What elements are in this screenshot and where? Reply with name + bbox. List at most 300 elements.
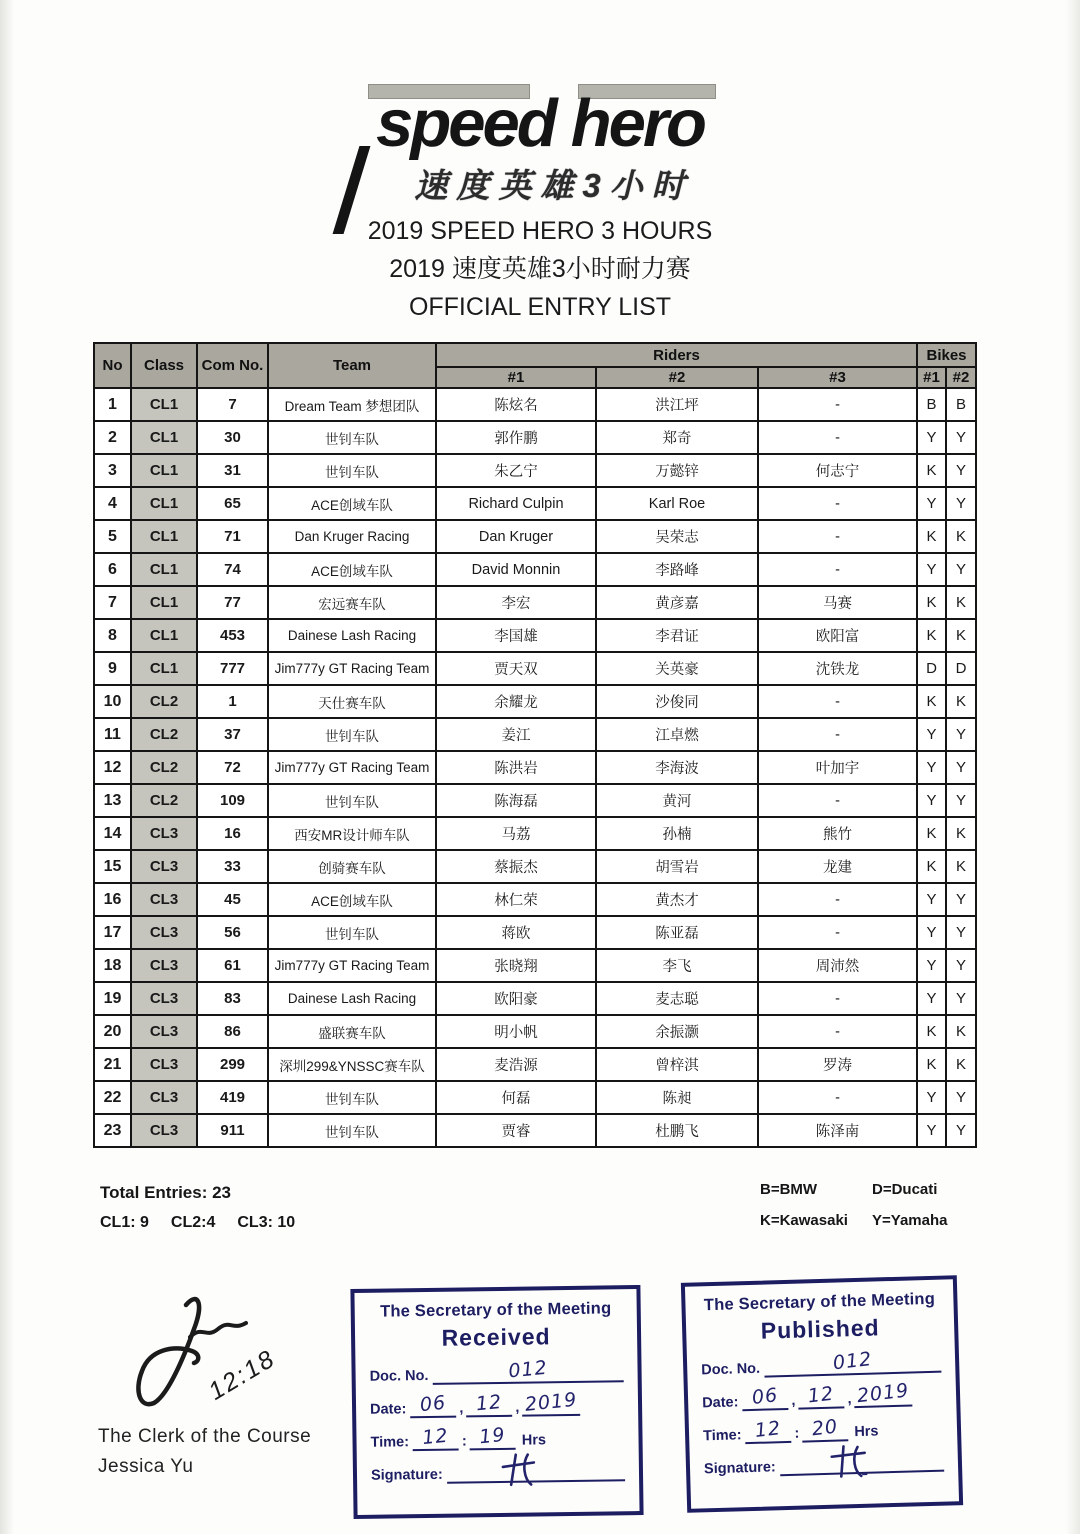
cell-rider2: 孙楠 (596, 817, 758, 850)
cell-no: 2 (94, 421, 131, 454)
cell-rider3: - (758, 553, 917, 586)
cell-bike2: Y (946, 949, 976, 982)
cell-rider2: 麦志聪 (596, 982, 758, 1015)
cell-team: 深圳299&YNSSC赛车队 (268, 1048, 436, 1081)
cell-no: 10 (94, 685, 131, 718)
cell-rider3: - (758, 421, 917, 454)
cell-team: ACE创域车队 (268, 553, 436, 586)
cell-com-no: 74 (197, 553, 268, 586)
event-title-cn: 2019 速度英雄3小时耐力赛 (389, 255, 691, 283)
cell-rider3: - (758, 1081, 917, 1114)
cell-rider3: - (758, 916, 917, 949)
cell-rider2: 李君证 (596, 619, 758, 652)
doc-no-value: 012 (831, 1347, 874, 1375)
table-row (94, 784, 976, 817)
cell-rider2: 黄杰才 (596, 883, 758, 916)
cell-bike1: Y (917, 784, 946, 817)
cell-rider2: 余振灏 (596, 1015, 758, 1048)
table-row (94, 883, 976, 916)
hrs-label: Hrs (521, 1431, 547, 1449)
signature-label: Signature: (703, 1458, 776, 1477)
cell-no: 4 (94, 487, 131, 520)
table-row (94, 817, 976, 850)
cell-class: CL3 (131, 883, 197, 916)
table-row (94, 454, 976, 487)
date-label: Date: (369, 1400, 407, 1418)
doc-no-label: Doc. No. (369, 1367, 429, 1385)
cell-rider1: 蔡振杰 (436, 850, 596, 883)
cell-no: 20 (94, 1015, 131, 1048)
cell-class: CL1 (131, 553, 197, 586)
cell-rider2: 李路峰 (596, 553, 758, 586)
cell-class: CL1 (131, 652, 197, 685)
brand-speed: speed (376, 86, 555, 161)
brand-wordmark (340, 86, 740, 161)
cell-bike1: K (917, 586, 946, 619)
cell-rider3: 马赛 (758, 586, 917, 619)
cell-bike1: Y (917, 1081, 946, 1114)
cell-no: 3 (94, 454, 131, 487)
cell-bike2: Y (946, 751, 976, 784)
cell-bike2: K (946, 1015, 976, 1048)
logo-subtitle-cn: 速度英雄3小时 (414, 167, 694, 204)
cell-no: 16 (94, 883, 131, 916)
doc-no-value: 012 (507, 1356, 549, 1383)
cell-class: CL3 (131, 982, 197, 1015)
entry-list-title: OFFICIAL ENTRY LIST (408, 293, 672, 321)
cell-bike1: Y (917, 421, 946, 454)
col-header-no: No (94, 343, 131, 388)
cell-team: 创骑赛车队 (268, 850, 436, 883)
table-row (94, 916, 976, 949)
cell-class: CL1 (131, 487, 197, 520)
cell-bike1: Y (917, 883, 946, 916)
entry-table (93, 342, 977, 1148)
cell-team: Jim777y GT Racing Team (268, 751, 436, 784)
cell-no: 11 (94, 718, 131, 751)
cell-rider2: Karl Roe (596, 487, 758, 520)
cell-com-no: 109 (197, 784, 268, 817)
hrs-label: Hrs (854, 1423, 879, 1440)
clerk-handwritten-time: 12:18 (203, 1344, 281, 1406)
cell-rider1: David Monnin (436, 553, 596, 586)
time-min-value: 19 (478, 1423, 507, 1449)
cell-class: CL3 (131, 1015, 197, 1048)
cell-com-no: 30 (197, 421, 268, 454)
cell-rider1: 贾天双 (436, 652, 596, 685)
stamp-signature-scribble (828, 1444, 873, 1479)
cell-rider3: 沈铁龙 (758, 652, 917, 685)
clerk-role: The Clerk of the Course (98, 1426, 312, 1447)
table-row (94, 652, 976, 685)
col-header-com-no: Com No. (197, 343, 268, 388)
cell-bike1: Y (917, 487, 946, 520)
cell-team: Jim777y GT Racing Team (268, 652, 436, 685)
cell-rider2: 万懿锌 (596, 454, 758, 487)
cell-rider3: 周沛然 (758, 949, 917, 982)
cell-rider3: 陈泽南 (758, 1114, 917, 1147)
entry-table-body (94, 388, 976, 1147)
cell-rider1: 贾睿 (436, 1114, 596, 1147)
time-min-value: 20 (810, 1415, 840, 1441)
cell-bike2: Y (946, 784, 976, 817)
signature-label: Signature: (370, 1466, 443, 1484)
cl3-count: CL3: 10 (237, 1214, 296, 1231)
cell-bike1: Y (917, 553, 946, 586)
table-row (94, 1114, 976, 1147)
col-header-bikes: Bikes (917, 343, 976, 367)
col-header-rider3: #3 (758, 367, 917, 388)
event-title-en: 2019 SPEED HERO 3 HOURS (367, 217, 713, 245)
cell-class: CL1 (131, 619, 197, 652)
cell-team: Dan Kruger Racing (268, 520, 436, 553)
cell-bike2: K (946, 520, 976, 553)
cell-no: 5 (94, 520, 131, 553)
cell-team: ACE创域车队 (268, 487, 436, 520)
cell-no: 14 (94, 817, 131, 850)
col-header-rider1: #1 (436, 367, 596, 388)
cell-rider1: 明小帆 (436, 1015, 596, 1048)
col-header-team: Team (268, 343, 436, 388)
cell-team: 世钊车队 (268, 1081, 436, 1114)
cell-no: 6 (94, 553, 131, 586)
cell-bike2: K (946, 1048, 976, 1081)
cell-rider1: 马荔 (436, 817, 596, 850)
stamp-heading: The Secretary of the Meeting (703, 1289, 936, 1315)
cell-team: 西安MR设计师车队 (268, 817, 436, 850)
cell-class: CL3 (131, 817, 197, 850)
cell-rider2: 杜鹏飞 (596, 1114, 758, 1147)
cell-rider1: 李宏 (436, 586, 596, 619)
cell-bike1: K (917, 850, 946, 883)
cell-class: CL3 (131, 1048, 197, 1081)
cell-bike2: Y (946, 454, 976, 487)
cell-team: 世钊车队 (268, 454, 436, 487)
doc-no-label: Doc. No. (701, 1360, 761, 1378)
cell-no: 23 (94, 1114, 131, 1147)
cell-rider3: 龙建 (758, 850, 917, 883)
cl1-count: CL1: 9 (100, 1214, 149, 1231)
date-year-value: 2019 (524, 1388, 579, 1416)
cell-rider3: 何志宁 (758, 454, 917, 487)
cell-com-no: 419 (197, 1081, 268, 1114)
cell-com-no: 33 (197, 850, 268, 883)
clerk-block (98, 1295, 348, 1478)
cell-class: CL2 (131, 685, 197, 718)
cell-rider1: 陈海磊 (436, 784, 596, 817)
cell-rider2: 陈亚磊 (596, 916, 758, 949)
cell-com-no: 83 (197, 982, 268, 1015)
logo (0, 68, 1080, 205)
table-row (94, 982, 976, 1015)
cell-team: 宏远赛车队 (268, 586, 436, 619)
cell-rider3: 叶加宇 (758, 751, 917, 784)
date-separator: , (459, 1400, 464, 1417)
cell-team: 世钊车队 (268, 784, 436, 817)
time-separator: : (461, 1433, 467, 1450)
cell-com-no: 1 (197, 685, 268, 718)
cell-com-no: 61 (197, 949, 268, 982)
cell-rider1: 张晓翔 (436, 949, 596, 982)
stamp-signature-scribble (500, 1452, 544, 1487)
table-row (94, 949, 976, 982)
cell-bike1: K (917, 685, 946, 718)
cell-bike2: K (946, 619, 976, 652)
cell-no: 22 (94, 1081, 131, 1114)
col-header-rider2: #2 (596, 367, 758, 388)
cell-bike1: K (917, 817, 946, 850)
cell-rider3: - (758, 487, 917, 520)
date-day-value: 06 (419, 1391, 448, 1417)
legend-kawasaki: K=Kawasaki (760, 1212, 848, 1229)
cell-rider2: 吴荣志 (596, 520, 758, 553)
time-separator: : (794, 1425, 800, 1442)
clerk-name: Jessica Yu (98, 1456, 194, 1477)
cell-team: 天仕赛车队 (268, 685, 436, 718)
cell-class: CL1 (131, 520, 197, 553)
cell-com-no: 16 (197, 817, 268, 850)
table-row (94, 619, 976, 652)
cell-bike2: K (946, 685, 976, 718)
cell-bike1: K (917, 1015, 946, 1048)
cell-no: 1 (94, 388, 131, 421)
cell-rider1: Richard Culpin (436, 487, 596, 520)
legend-ducati: D=Ducati (872, 1181, 938, 1198)
cell-rider3: - (758, 1015, 917, 1048)
cell-team: 世钊车队 (268, 1114, 436, 1147)
cell-rider3: - (758, 520, 917, 553)
table-row (94, 553, 976, 586)
cell-bike2: K (946, 850, 976, 883)
cell-rider2: 黄彦嘉 (596, 586, 758, 619)
cell-team: Dainese Lash Racing (268, 982, 436, 1015)
cell-com-no: 86 (197, 1015, 268, 1048)
cell-rider1: Dan Kruger (436, 520, 596, 553)
table-row (94, 1048, 976, 1081)
cell-bike1: Y (917, 949, 946, 982)
cell-class: CL3 (131, 916, 197, 949)
cell-class: CL2 (131, 718, 197, 751)
cell-no: 7 (94, 586, 131, 619)
legend-bmw: B=BMW (760, 1181, 818, 1198)
cell-team: 世钊车队 (268, 916, 436, 949)
cell-com-no: 45 (197, 883, 268, 916)
table-row (94, 388, 976, 421)
cell-bike2: Y (946, 982, 976, 1015)
cell-com-no: 72 (197, 751, 268, 784)
date-month-value: 12 (475, 1390, 504, 1416)
cell-bike2: K (946, 586, 976, 619)
legend-yamaha: Y=Yamaha (872, 1212, 948, 1229)
stamp-published (681, 1275, 963, 1513)
cell-rider2: 江卓燃 (596, 718, 758, 751)
cell-no: 18 (94, 949, 131, 982)
cell-bike2: Y (946, 553, 976, 586)
cell-com-no: 77 (197, 586, 268, 619)
table-row (94, 850, 976, 883)
cell-team: Dainese Lash Racing (268, 619, 436, 652)
col-header-riders: Riders (436, 343, 917, 367)
cell-no: 13 (94, 784, 131, 817)
cell-class: CL1 (131, 388, 197, 421)
date-label: Date: (701, 1393, 739, 1411)
cell-rider3: - (758, 883, 917, 916)
date-separator: , (515, 1399, 520, 1416)
cell-class: CL3 (131, 1114, 197, 1147)
time-hour-value: 12 (421, 1424, 450, 1450)
cell-rider3: - (758, 388, 917, 421)
cell-class: CL1 (131, 421, 197, 454)
table-row (94, 520, 976, 553)
date-month-value: 12 (806, 1382, 836, 1408)
cell-rider3: - (758, 784, 917, 817)
cell-no: 21 (94, 1048, 131, 1081)
cell-rider3: - (758, 685, 917, 718)
date-separator: , (847, 1390, 852, 1407)
clerk-signature (98, 1295, 328, 1420)
table-row (94, 487, 976, 520)
cell-no: 15 (94, 850, 131, 883)
cell-class: CL3 (131, 1081, 197, 1114)
cell-rider3: 欧阳富 (758, 619, 917, 652)
document-titles (0, 212, 1080, 326)
date-year-value: 2019 (855, 1379, 911, 1408)
entries-summary (100, 1183, 317, 1232)
cell-bike2: K (946, 817, 976, 850)
cell-bike1: K (917, 1048, 946, 1081)
cell-rider2: 郑奇 (596, 421, 758, 454)
cell-class: CL3 (131, 850, 197, 883)
cell-bike2: Y (946, 1081, 976, 1114)
cell-rider1: 何磊 (436, 1081, 596, 1114)
cell-rider1: 余耀龙 (436, 685, 596, 718)
cell-rider1: 姜江 (436, 718, 596, 751)
date-separator: , (791, 1392, 796, 1409)
cell-rider1: 陈炫名 (436, 388, 596, 421)
cell-com-no: 453 (197, 619, 268, 652)
cell-bike2: Y (946, 487, 976, 520)
cell-team: Jim777y GT Racing Team (268, 949, 436, 982)
col-header-class: Class (131, 343, 197, 388)
cell-com-no: 7 (197, 388, 268, 421)
cell-com-no: 777 (197, 652, 268, 685)
cell-bike1: Y (917, 916, 946, 949)
cell-no: 8 (94, 619, 131, 652)
table-row (94, 1015, 976, 1048)
cell-rider2: 曾梓淇 (596, 1048, 758, 1081)
cell-rider2: 胡雪岩 (596, 850, 758, 883)
cell-rider2: 关英豪 (596, 652, 758, 685)
date-day-value: 06 (750, 1384, 780, 1410)
cell-class: CL2 (131, 751, 197, 784)
cell-class: CL3 (131, 949, 197, 982)
cell-rider1: 李国雄 (436, 619, 596, 652)
cell-com-no: 911 (197, 1114, 268, 1147)
cell-rider2: 陈昶 (596, 1081, 758, 1114)
cell-bike2: Y (946, 718, 976, 751)
cell-bike2: Y (946, 916, 976, 949)
cell-com-no: 299 (197, 1048, 268, 1081)
stamp-status-published: Published (760, 1314, 880, 1344)
cell-no: 19 (94, 982, 131, 1015)
table-row (94, 1081, 976, 1114)
cell-bike1: K (917, 520, 946, 553)
cell-team: 盛联赛车队 (268, 1015, 436, 1048)
col-header-bike1: #1 (917, 367, 946, 388)
cell-rider1: 麦浩源 (436, 1048, 596, 1081)
cell-com-no: 31 (197, 454, 268, 487)
cell-bike2: Y (946, 1114, 976, 1147)
cell-rider1: 蒋欧 (436, 916, 596, 949)
table-row (94, 718, 976, 751)
cell-bike2: Y (946, 883, 976, 916)
cell-team: Dream Team 梦想团队 (268, 388, 436, 421)
cell-class: CL1 (131, 454, 197, 487)
cell-bike1: Y (917, 982, 946, 1015)
cell-rider1: 郭作鹏 (436, 421, 596, 454)
cell-rider2: 李飞 (596, 949, 758, 982)
cell-team: 世钊车队 (268, 421, 436, 454)
cell-team: ACE创域车队 (268, 883, 436, 916)
cell-com-no: 65 (197, 487, 268, 520)
cell-bike1: K (917, 619, 946, 652)
cell-rider3: - (758, 982, 917, 1015)
cell-rider1: 林仁荣 (436, 883, 596, 916)
time-hour-value: 12 (753, 1417, 783, 1442)
cell-bike1: Y (917, 1114, 946, 1147)
cell-bike2: D (946, 652, 976, 685)
cell-bike1: Y (917, 718, 946, 751)
cell-rider1: 朱乙宁 (436, 454, 596, 487)
cell-bike2: Y (946, 421, 976, 454)
cell-rider3: - (758, 718, 917, 751)
table-row (94, 586, 976, 619)
bike-legend (760, 1181, 947, 1243)
col-header-bike2: #2 (946, 367, 976, 388)
cell-class: CL2 (131, 784, 197, 817)
cell-rider2: 李海波 (596, 751, 758, 784)
cell-rider3: 罗涛 (758, 1048, 917, 1081)
total-entries: Total Entries: 23 (100, 1183, 231, 1202)
cell-no: 17 (94, 916, 131, 949)
stamp-received (350, 1285, 643, 1519)
cell-bike1: Y (917, 751, 946, 784)
cell-bike1: D (917, 652, 946, 685)
cell-rider2: 沙俊同 (596, 685, 758, 718)
cell-com-no: 37 (197, 718, 268, 751)
cell-team: 世钊车队 (268, 718, 436, 751)
cell-bike1: B (917, 388, 946, 421)
cell-rider2: 洪江坪 (596, 388, 758, 421)
cell-com-no: 56 (197, 916, 268, 949)
table-row (94, 685, 976, 718)
cell-class: CL1 (131, 586, 197, 619)
cell-rider1: 欧阳豪 (436, 982, 596, 1015)
cell-no: 12 (94, 751, 131, 784)
cell-rider3: 熊竹 (758, 817, 917, 850)
cell-no: 9 (94, 652, 131, 685)
cell-rider1: 陈洪岩 (436, 751, 596, 784)
time-label: Time: (702, 1426, 742, 1444)
stamp-status-received: Received (441, 1323, 551, 1351)
table-row (94, 421, 976, 454)
cell-com-no: 71 (197, 520, 268, 553)
brand-hero: hero (570, 86, 704, 161)
table-row (94, 751, 976, 784)
cell-bike2: B (946, 388, 976, 421)
cell-bike1: K (917, 454, 946, 487)
cl2-count: CL2:4 (170, 1214, 216, 1231)
